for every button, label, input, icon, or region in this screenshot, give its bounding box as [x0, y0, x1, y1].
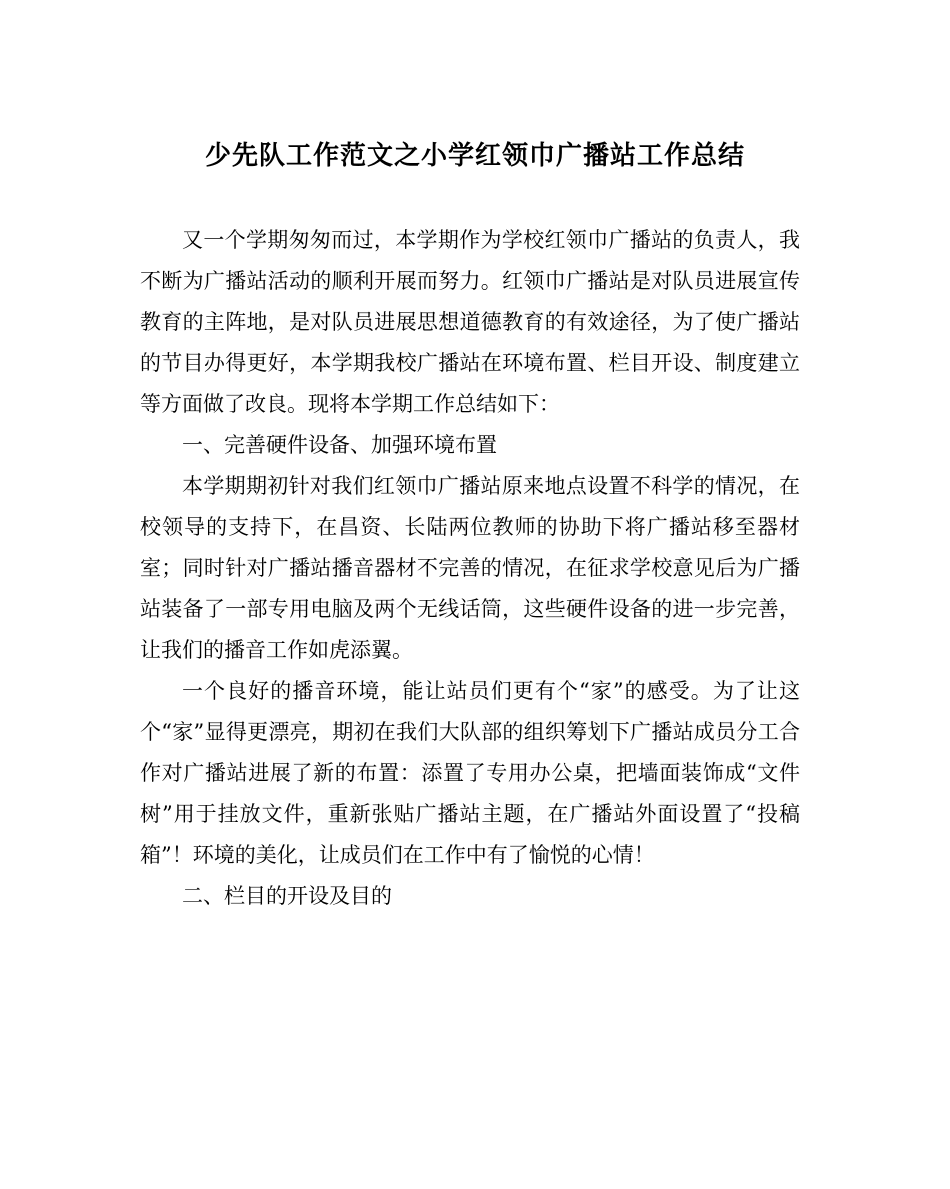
- section-1-paragraph-2: 一个良好的播音环境，能让站员们更有个“家”的感受。为了让这个“家”显得更漂亮，期初在我们大队部的组织筹划下广播站成员分工合作对广播站进展了新的布置：添置了专用办公桌，把墙面装饰成“文件树”用于挂放文件，重新张贴广播站主题，在广播站外面设置了“投稿箱”！环境的美化，让成员们在工作中有了愉悦的心情！: [140, 679, 800, 867]
- document-body: [140, 220, 800, 917]
- section-heading-1: 一、完善硬件设备、加强环境布置: [182, 433, 497, 457]
- section-1-paragraph-1: 本学期期初针对我们红领巾广播站原来地点设置不科学的情况，在校领导的支持下，在昌资、长陆两位教师的协助下将广播站移至器材室；同时针对广播站播音器材不完善的情况，在征求学校意见后为广播站装备了一部专用电脑及两个无线话筒，这些硬件设备的进一步完善，让我们的播音工作如虎添翼。: [140, 474, 800, 662]
- intro-paragraph: 又一个学期匆匆而过，本学期作为学校红领巾广播站的负责人，我不断为广播站活动的顺利开展而努力。红领巾广播站是对队员进展宣传教育的主阵地，是对队员进展思想道德教育的有效途径，为了使广播站的节目办得更好，本学期我校广播站在环境布置、栏目开设、制度建立等方面做了改良。现将本学期工作总结如下：: [140, 228, 800, 416]
- section-heading-2: 二、栏目的开设及目的: [182, 884, 392, 908]
- document-title: 少先队工作范文之小学红领巾广播站工作总结: [204, 141, 745, 171]
